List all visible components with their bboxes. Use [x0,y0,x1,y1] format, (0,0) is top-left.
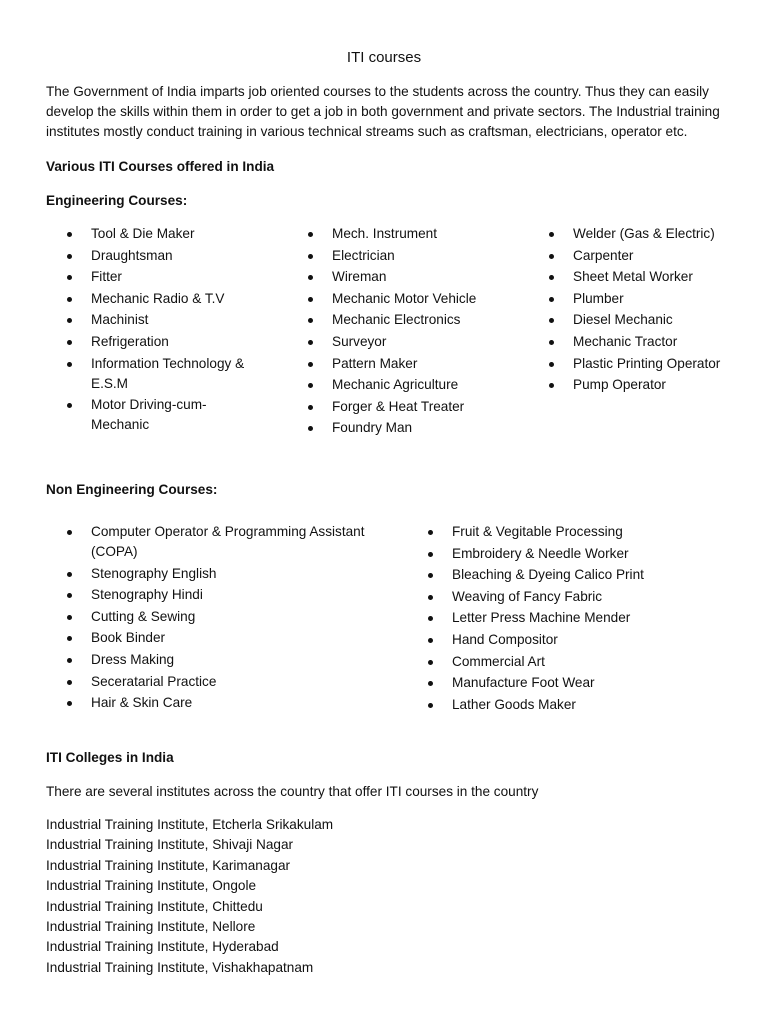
course-item-carpenter: Carpenter [549,246,749,266]
course-item-bleaching-dyeing-calico-print: Bleaching & Dyeing Calico Print [428,565,728,585]
non-engineering-heading: Non Engineering Courses: [46,482,218,497]
colleges-intro: There are several institutes across the country that offer ITI courses in the country [46,784,539,799]
course-item-mech-instrument: Mech. Instrument [308,224,508,244]
course-item-electrician: Electrician [308,246,508,266]
course-item-hand-compositor: Hand Compositor [428,630,728,650]
college-item: Industrial Training Institute, Shivaji Nagar [46,837,294,853]
course-item-seceratarial-practice: Seceratarial Practice [67,672,367,692]
course-item-mechanic-radio-t-v: Mechanic Radio & T.V [67,289,257,309]
engineering-heading: Engineering Courses: [46,193,188,208]
engineering-list-col1 [67,224,257,437]
course-item-tool-die-maker: Tool & Die Maker [67,224,257,244]
course-item-diesel-mechanic: Diesel Mechanic [549,310,749,330]
course-item-surveyor: Surveyor [308,332,508,352]
course-item-draughtsman: Draughtsman [67,246,257,266]
course-item-stenography-hindi: Stenography Hindi [67,585,367,605]
course-item-refrigeration: Refrigeration [67,332,257,352]
course-item-book-binder: Book Binder [67,628,367,648]
engineering-list-col2 [308,224,508,440]
course-item-cutting-sewing: Cutting & Sewing [67,607,367,627]
college-item: Industrial Training Institute, Ongole [46,878,257,894]
college-item: Industrial Training Institute, Hyderabad [46,939,279,955]
course-item-mechanic-electronics: Mechanic Electronics [308,310,508,330]
course-item-mechanic-tractor: Mechanic Tractor [549,332,749,352]
college-item: Industrial Training Institute, Chittedu [46,898,263,914]
course-item-plastic-printing-operator: Plastic Printing Operator [549,354,749,374]
course-item-stenography-english: Stenography English [67,564,367,584]
page-title: ITI courses [346,49,422,66]
college-item: Industrial Training Institute, Karimanagar [46,857,291,873]
course-item-forger-heat-treater: Forger & Heat Treater [308,397,508,417]
course-item-motor-driving-cum-mechanic: Motor Driving-cum-Mechanic [67,395,257,435]
course-item-mechanic-motor-vehicle: Mechanic Motor Vehicle [308,289,508,309]
course-item-fitter: Fitter [67,267,257,287]
non-engineering-list-col2 [428,522,728,716]
course-item-welder-gas-electric: Welder (Gas & Electric) [549,224,749,244]
course-item-manufacture-foot-wear: Manufacture Foot Wear [428,673,728,693]
course-item-lather-goods-maker: Lather Goods Maker [428,695,728,715]
course-item-wireman: Wireman [308,267,508,287]
course-item-commercial-art: Commercial Art [428,652,728,672]
course-item-pump-operator: Pump Operator [549,375,749,395]
course-item-embroidery-needle-worker: Embroidery & Needle Worker [428,544,728,564]
course-item-information-technology-e-s-m: Information Technology & E.S.M [67,354,257,394]
intro-paragraph: The Government of India imparts job oriented courses to the students across the country. Thus they can easily develop the skills within them in order to get a job in both government and private sectors. The Industrial training institutes mostly conduct training in various technical streams such as craftsman, electricians, operator etc. [46,84,720,139]
colleges-list [46,815,333,978]
non-engineering-list-col1 [67,522,367,715]
engineering-list-col3 [549,224,749,397]
course-item-computer-operator-programming-assistant-copa: Computer Operator & Programming Assistant (COPA) [67,522,367,562]
course-item-fruit-vegitable-processing: Fruit & Vegitable Processing [428,522,728,542]
course-item-foundry-man: Foundry Man [308,418,508,438]
course-item-mechanic-agriculture: Mechanic Agriculture [308,375,508,395]
course-item-plumber: Plumber [549,289,749,309]
course-item-pattern-maker: Pattern Maker [308,354,508,374]
course-item-weaving-of-fancy-fabric: Weaving of Fancy Fabric [428,587,728,607]
various-courses-heading: Various ITI Courses offered in India [46,159,275,174]
college-item: Industrial Training Institute, Etcherla Srikakulam [46,817,334,832]
college-item: Industrial Training Institute, Vishakhapatnam [46,959,314,975]
course-item-hair-skin-care: Hair & Skin Care [67,693,367,713]
colleges-heading: ITI Colleges in India [46,750,174,765]
course-item-letter-press-machine-mender: Letter Press Machine Mender [428,608,728,628]
course-item-machinist: Machinist [67,310,257,330]
college-item: Industrial Training Institute, Nellore [46,919,256,935]
course-item-sheet-metal-worker: Sheet Metal Worker [549,267,749,287]
course-item-dress-making: Dress Making [67,650,367,670]
